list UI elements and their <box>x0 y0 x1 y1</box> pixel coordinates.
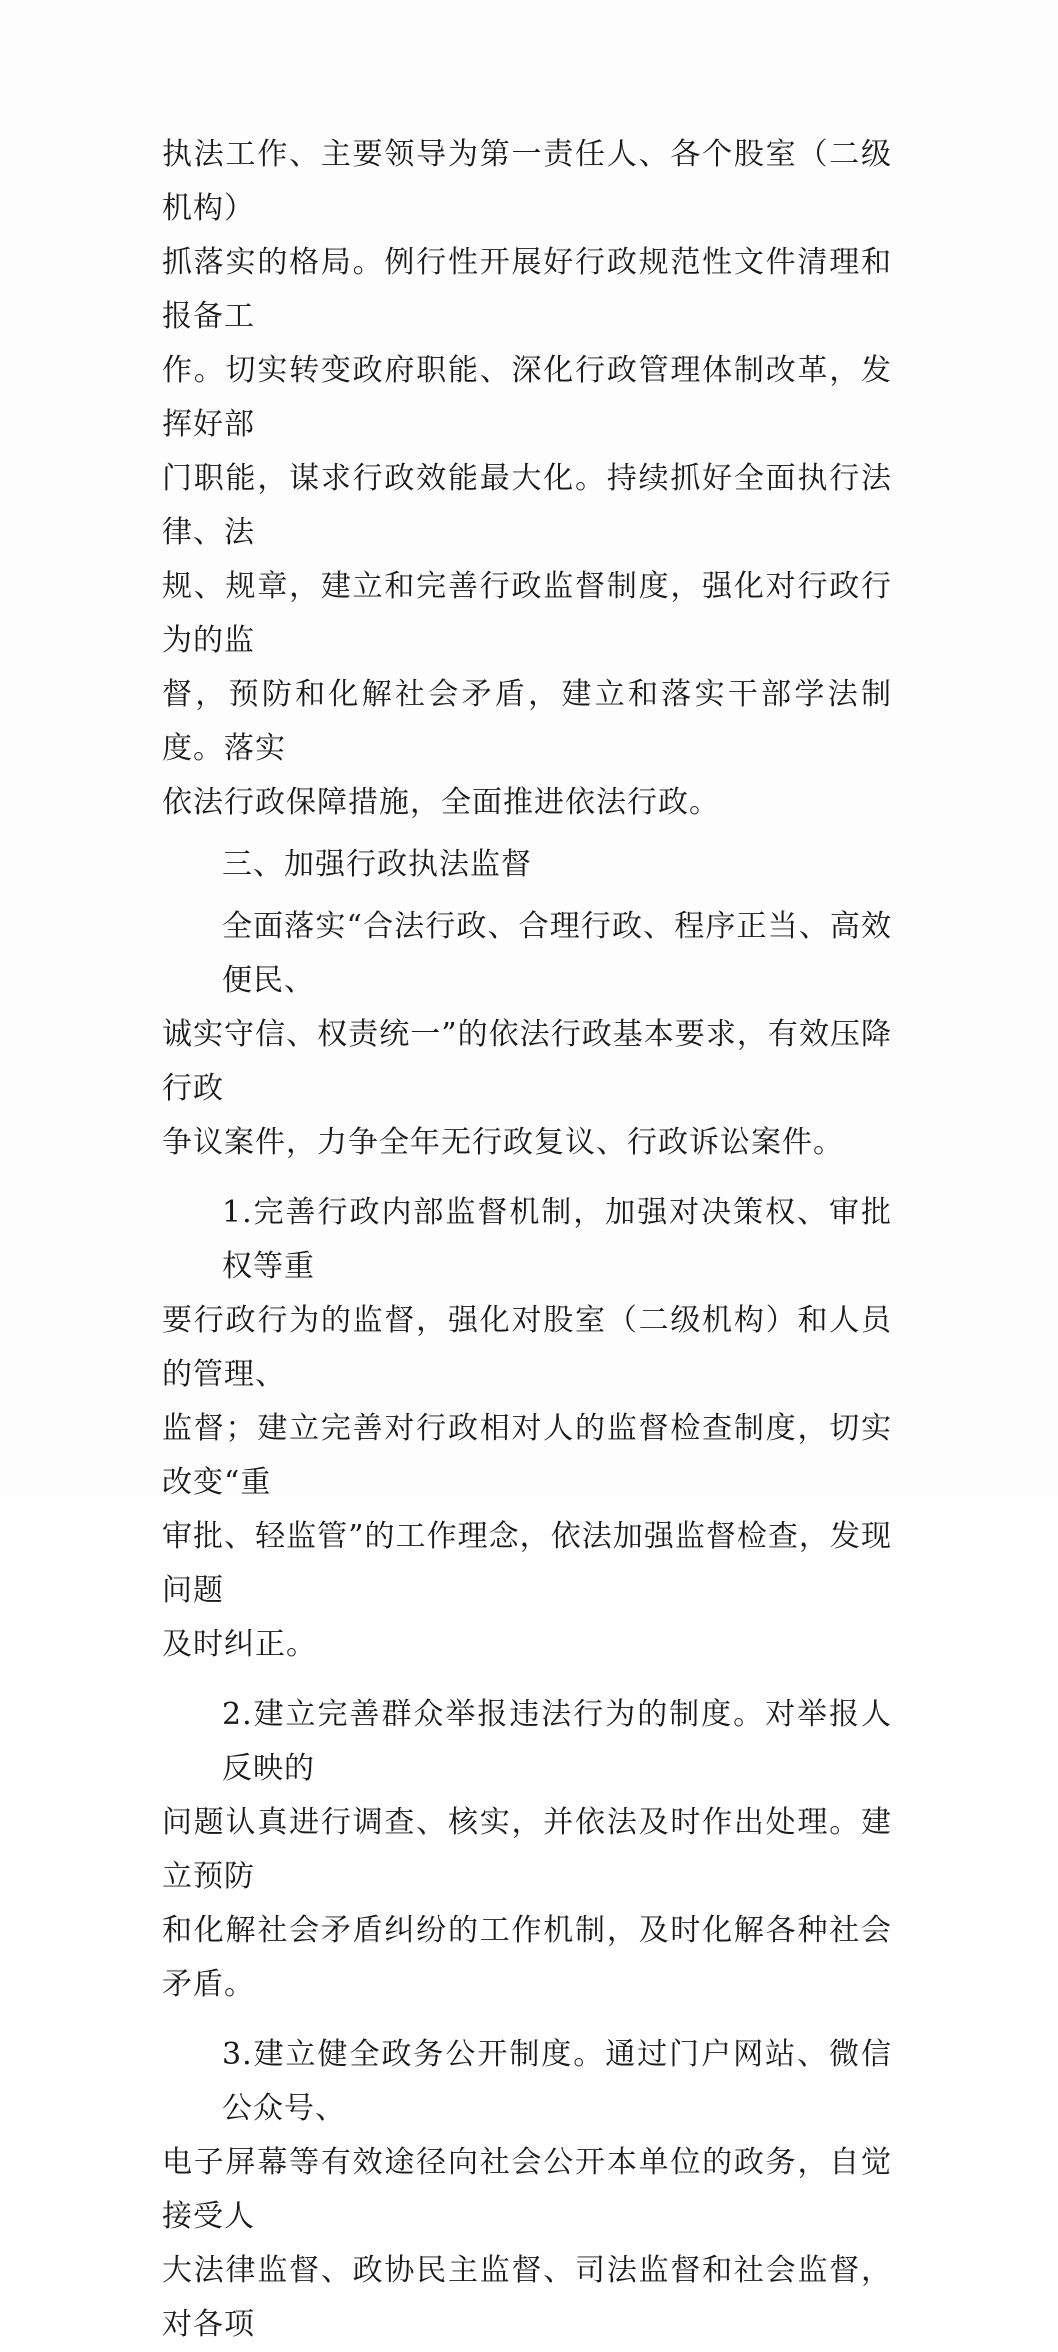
text-line: 电子屏幕等有效途径向社会公开本单位的政务，自觉接受人 <box>162 2145 892 2234</box>
text-line: 依法行政保障措施，全面推进依法行政。 <box>162 785 720 820</box>
text-line: 抓落实的格局。例行性开展好行政规范性文件清理和报备工 <box>162 245 892 334</box>
text-line: 门职能，谋求行政效能最大化。持续抓好全面执行法律、法 <box>162 461 892 550</box>
text-line: 及时纠正。 <box>162 1627 317 1662</box>
text-line: 争议案件，力争全年无行政复议、行政诉讼案件。 <box>162 1125 844 1160</box>
text-line: 作。切实转变政府职能、深化行政管理体制改革，发挥好部 <box>162 353 892 442</box>
text-line: 1.完善行政内部监督机制，加强对决策权、审批权等重 <box>222 1195 892 1284</box>
text-line: 大法律监督、政协民主监督、司法监督和社会监督，对各项 <box>162 2253 892 2342</box>
text-line: 执法工作、主要领导为第一责任人、各个股室（二级机构） <box>162 137 892 226</box>
text-line: 2.建立完善群众举报违法行为的制度。对举报人反映的 <box>222 1697 892 1786</box>
text-line: 诚实守信、权责统一”的依法行政基本要求，有效压降行政 <box>162 1017 892 1106</box>
paragraph-intro <box>162 900 892 1170</box>
text-line: 全面落实“合法行政、合理行政、程序正当、高效便民、 <box>222 909 892 998</box>
paragraph-continuation <box>162 128 892 830</box>
text-line: 规、规章，建立和完善行政监督制度，强化对行政行为的监 <box>162 569 892 658</box>
document-body <box>162 128 892 2352</box>
text-line: 要行政行为的监督，强化对股室（二级机构）和人员的管理、 <box>162 1303 892 1392</box>
list-item-3 <box>162 2028 892 2352</box>
list-item-2 <box>162 1688 892 2012</box>
section-heading: 三、加强行政执法监督 <box>222 847 532 882</box>
text-line: 问题认真进行调查、核实，并依法及时作出处理。建立预防 <box>162 1805 892 1894</box>
text-line: 监督；建立完善对行政相对人的监督检查制度，切实改变“重 <box>162 1411 892 1500</box>
text-line: 督，预防和化解社会矛盾，建立和落实干部学法制度。落实 <box>162 677 892 766</box>
text-line: 3.建立健全政务公开制度。通过门户网站、微信公众号、 <box>222 2037 892 2126</box>
text-line: 审批、轻监管”的工作理念，依法加强监督检查，发现问题 <box>162 1519 892 1608</box>
text-line: 和化解社会矛盾纠纷的工作机制，及时化解各种社会矛盾。 <box>162 1913 892 2002</box>
list-item-1 <box>162 1186 892 1672</box>
